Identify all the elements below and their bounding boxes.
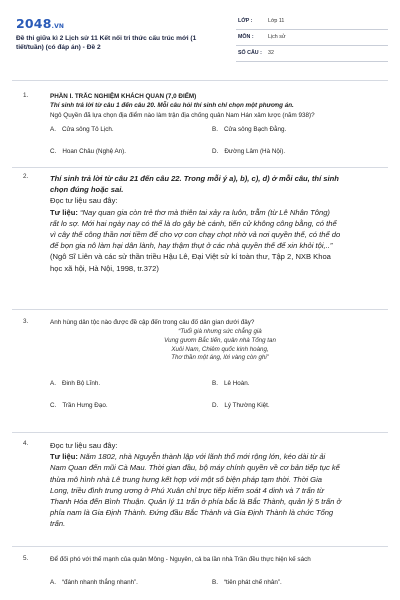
divider: [12, 167, 388, 168]
citation-line: học xã hội, Hà Nội, 1998, tr.372): [50, 263, 159, 273]
source-line: để bọn gia nô làm hại dân lành, hay thậm thụt ở các nhà quyền thế để xin khỏi tội,..”: [50, 241, 333, 251]
option-a[interactable]: [50, 380, 100, 387]
question-body: [50, 440, 390, 530]
meta-row-count: [236, 46, 388, 62]
meta-value: Lịch sử: [268, 34, 286, 40]
option-text: Cửa sông Tô Lịch.: [61, 126, 114, 133]
source-line: vì cây thế công thần nơi tiềm để cho vợ con chạy chọt nhờ vả nơi quyền thế, có thể do: [50, 230, 341, 240]
source-line: thừa mô hình nhà Lê trung hưng kết hợp với một số biện pháp tạm thời. Thời Gia: [50, 474, 322, 484]
option-a[interactable]: [50, 579, 138, 586]
source-label: Tư liệu:: [50, 207, 78, 217]
divider: [12, 309, 388, 310]
meta-label: SỐ CÂU :: [238, 50, 262, 56]
riddle-line: “Tuổi già nhưng sức chẳng già: [178, 328, 262, 335]
divider: [12, 546, 388, 547]
option-letter: A.: [50, 380, 56, 387]
read-prompt: Đọc tư liệu sau đây:: [50, 196, 118, 206]
source-line: rất lo sợ. Mới hai ngày nay có thể là do gây bè cánh, tiến cử không công bằng, có thể: [50, 218, 337, 228]
meta-label: LỚP :: [238, 18, 253, 24]
source-text: Năm 1802, nhà Nguyễn thành lập với lãnh thổ mới rộng lớn, kéo dài từ ải: [77, 452, 326, 462]
option-d[interactable]: [212, 148, 285, 155]
instruction-line: chọn đúng hoặc sai.: [50, 185, 124, 195]
option-text: Cửa sông Bạch Đằng.: [223, 126, 287, 133]
question-number: 4.: [23, 440, 29, 447]
exam-header: [12, 10, 388, 72]
option-text: Trần Hưng Đạo.: [62, 402, 108, 409]
option-text: Đinh Bộ Lĩnh.: [61, 380, 101, 387]
instruction-line: Thí sinh trả lời từ câu 21 đến câu 22. Trong mỗi ý a), b), c), d) ở mỗi câu, thí sinh: [50, 174, 339, 183]
option-letter: A.: [50, 579, 56, 586]
option-letter: B.: [212, 380, 218, 387]
question-number: 3.: [23, 318, 29, 325]
meta-row-class: [236, 14, 388, 30]
option-text: Lý Thường Kiệt.: [224, 402, 270, 409]
riddle-line: Xuôi Nam, Chiêm quốc kinh hoàng,: [171, 345, 269, 353]
option-b[interactable]: [212, 579, 282, 586]
option-c[interactable]: [50, 402, 108, 409]
question-5: [12, 555, 388, 595]
source-label: Tư liệu:: [50, 452, 78, 462]
divider: [12, 80, 388, 81]
riddle-line: Vung gươm Bắc tiến, quân nhà Tống tan: [164, 336, 276, 344]
option-text: “tiên phát chế nhân”.: [223, 579, 282, 586]
meta-value: Lớp 11: [268, 18, 285, 24]
source-line: trấn.: [50, 519, 66, 529]
option-a[interactable]: [50, 126, 114, 133]
option-text: “đánh nhanh thắng nhanh”.: [61, 579, 138, 586]
question-body: [50, 92, 390, 120]
option-letter: C.: [50, 148, 57, 155]
option-text: Lê Hoàn.: [223, 380, 250, 387]
divider: [12, 432, 388, 433]
section-heading: PHẦN I. TRẮC NGHIỆM KHÁCH QUAN (7,0 ĐIỂM): [50, 93, 197, 100]
source-line: Thanh Hóa đến Bình Thuận. Quản lý 11 trấn ở phía bắc là Bắc Thành, quản lý 5 trấn ở: [50, 497, 342, 507]
option-letter: C.: [50, 402, 57, 409]
source-line: [50, 207, 390, 218]
option-text: Đường Lâm (Hà Nội).: [224, 148, 286, 155]
option-letter: D.: [212, 402, 219, 409]
question-body: [50, 173, 390, 274]
question-1: [12, 92, 388, 164]
folk-riddle: [120, 328, 320, 363]
question-body: [50, 318, 390, 327]
option-letter: B.: [212, 126, 218, 133]
read-prompt: Đọc tư liệu sau đây:: [50, 441, 118, 450]
meta-row-subject: [236, 30, 388, 46]
option-letter: A.: [50, 126, 56, 133]
option-letter: B.: [212, 579, 218, 586]
meta-value: 32: [268, 50, 274, 56]
question-text: Để đối phó với thế mạnh của quân Mông - Nguyên, cả ba lần nhà Trần đều thực hiện kế sách: [50, 556, 311, 563]
option-b[interactable]: [212, 126, 286, 133]
option-c[interactable]: [50, 148, 126, 155]
question-text: Anh hùng dân tộc nào được đề cập đến trong câu đố dân gian dưới đây?: [50, 319, 255, 326]
question-2: [12, 173, 388, 305]
logo-text: 2048: [16, 16, 52, 31]
question-number: 1.: [23, 92, 29, 99]
option-d[interactable]: [212, 402, 270, 409]
site-logo[interactable]: [16, 16, 64, 31]
question-number: 5.: [23, 555, 29, 562]
question-text: Ngô Quyền đã lựa chọn địa điểm nào làm trận địa chống quân Nam Hán xâm lược (năm 938)?: [50, 111, 315, 119]
source-text: “Nay quan gia còn trẻ thơ mà thiên tai xảy ra luôn, trẫm (từ Lê Nhân Tông): [77, 207, 330, 217]
instruction: Thí sinh trả lời từ câu 1 đến câu 20. Mỗi câu hỏi thí sinh chỉ chọn một phương án.: [50, 102, 294, 110]
question-4: [12, 440, 388, 542]
logo-suffix: .VN: [51, 23, 65, 30]
question-3: [12, 318, 388, 436]
option-letter: D.: [212, 148, 219, 155]
citation-line: (Ngô Sĩ Liên và các sử thần triều Hậu Lê, Đại Việt sử kí toàn thư, Tập 2, NXB Khoa: [50, 252, 331, 262]
meta-label: MÔN :: [238, 34, 254, 40]
source-line: phía nam là Gia Định Thành. Đứng đầu Bắc Thành và Gia Định Thành là chức Tổng: [50, 508, 334, 518]
source-line: Nam Quan đến mũi Cà Mau. Thời gian đầu, bộ máy chính quyền về cơ bản tiếp tục kế: [50, 463, 340, 473]
exam-meta-table: [236, 14, 388, 62]
question-number: 2.: [23, 173, 29, 180]
option-text: Hoan Châu (Nghệ An).: [62, 148, 127, 155]
question-body: [50, 555, 390, 564]
riddle-line: Thơ thần một áng, lời vàng còn ghi”: [171, 354, 269, 362]
option-b[interactable]: [212, 380, 250, 387]
source-line: Long, triều đình trung ương ở Phú Xuân chỉ trực tiếp kiểm soát 4 dinh và 7 trấn từ: [50, 485, 324, 495]
source-line: [50, 451, 390, 462]
exam-title: Đề thi giữa kì 2 Lịch sử 11 Kết nối tri thức cấu trúc mới (1 tiết/tuần) (có đáp án) - Đề 2: [16, 35, 197, 52]
